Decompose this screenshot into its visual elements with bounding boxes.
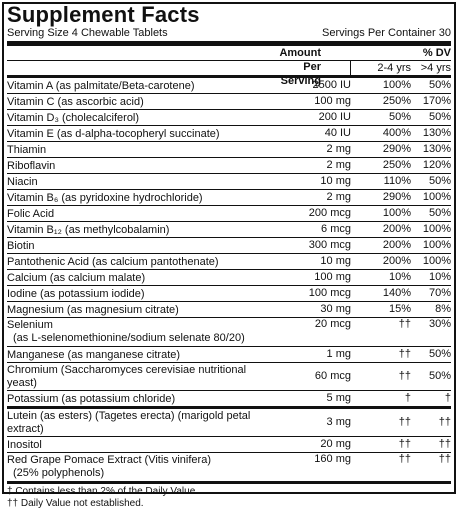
dv-2-4-yrs: 290% [382, 143, 411, 155]
dv-2-4-yrs: 200% [382, 223, 411, 235]
nutrient-amount: 10 mg [320, 255, 351, 267]
dv-over-4-yrs: †† [438, 438, 451, 450]
panel-title: Supplement Facts [7, 2, 200, 27]
table-row [7, 206, 451, 222]
nutrient-name-line: Potassium (as potassium chloride) [7, 392, 176, 405]
nutrient-name [7, 79, 271, 93]
nutrient-amount: 3 mg [326, 416, 351, 428]
serving-size: Serving Size 4 Chewable Tablets [7, 27, 168, 39]
dv-over-4-yrs: 8% [435, 303, 451, 315]
nutrient-name-line: Pantothenic Acid (as calcium pantothenate) [7, 255, 219, 268]
nutrient-amount: 200 mcg [308, 207, 351, 219]
table-row [7, 437, 451, 453]
dv-2-4-yrs: 100% [382, 207, 411, 219]
nutrient-name [7, 143, 271, 157]
footnotes [7, 486, 451, 510]
nutrient-name [7, 287, 271, 301]
nutrient-amount: 2500 IU [312, 79, 351, 91]
dv-2-4-yrs: †† [398, 453, 411, 465]
dv-over-4-yrs: 70% [428, 287, 451, 299]
nutrient-name [7, 159, 271, 173]
nutrient-name [7, 318, 271, 345]
dv-over-4-yrs: 50% [428, 370, 451, 382]
nutrient-name-line: Vitamin A (as palmitate/Beta-carotene) [7, 79, 195, 92]
table-row [7, 190, 451, 206]
nutrient-amount: 20 mg [320, 438, 351, 450]
nutrient-name [7, 239, 271, 253]
nutrient-name [7, 191, 271, 205]
dv-over-4-yrs: 50% [428, 348, 451, 360]
dv-over-4-yrs: 30% [428, 318, 451, 330]
nutrient-name-line: Inositol [7, 438, 42, 451]
nutrient-amount: 100 mg [314, 271, 351, 283]
dv-2-4-yrs: † [404, 392, 411, 404]
nutrient-name-line: Lutein (as esters) (Tagetes erecta) (marigold petal extract) [7, 410, 251, 435]
nutrient-amount: 100 mcg [308, 287, 351, 299]
dv-over-4-yrs: 100% [422, 255, 451, 267]
age-col-2: >4 yrs [420, 62, 451, 74]
dv-over-4-yrs: 50% [428, 175, 451, 187]
nutrient-name [7, 438, 271, 452]
dv-header: % DV [422, 47, 451, 59]
table-row [7, 347, 451, 363]
dv-2-4-yrs: 200% [382, 239, 411, 251]
dv-2-4-yrs: 15% [388, 303, 411, 315]
dv-2-4-yrs: †† [398, 318, 411, 330]
dv-over-4-yrs: 130% [422, 127, 451, 139]
nutrient-amount: 1 mg [326, 348, 351, 360]
table-row [7, 78, 451, 94]
dv-2-4-yrs: 250% [382, 95, 411, 107]
dv-2-4-yrs: 50% [388, 111, 411, 123]
dv-over-4-yrs: 130% [422, 143, 451, 155]
nutrient-amount: 100 mg [314, 95, 351, 107]
table-row [7, 94, 451, 110]
nutrient-name [7, 207, 271, 221]
table-row [7, 453, 451, 484]
table-row [7, 158, 451, 174]
dv-over-4-yrs: † [444, 392, 451, 404]
age-col-1: 2-4 yrs [350, 61, 411, 75]
table-row [7, 363, 451, 391]
dv-over-4-yrs: 50% [428, 79, 451, 91]
dv-2-4-yrs: 250% [382, 159, 411, 171]
nutrient-name-line: Vitamin B₆ (as pyridoxine hydrochloride) [7, 191, 203, 204]
nutrient-amount: 40 IU [324, 127, 351, 139]
dv-over-4-yrs: 170% [422, 95, 451, 107]
nutrient-name [7, 175, 271, 189]
dv-over-4-yrs: 10% [428, 271, 451, 283]
nutrient-amount: 30 mg [320, 303, 351, 315]
table-row [7, 254, 451, 270]
table-row [7, 391, 451, 409]
nutrient-name-line: Thiamin [7, 143, 47, 156]
nutrient-amount: 200 IU [318, 111, 351, 123]
nutrient-name [7, 111, 271, 125]
nutrient-amount: 5 mg [326, 392, 351, 404]
dv-2-4-yrs: 100% [382, 79, 411, 91]
nutrient-amount: 300 mcg [308, 239, 351, 251]
table-row [7, 270, 451, 286]
nutrient-amount: 2 mg [326, 143, 351, 155]
nutrient-name [7, 453, 271, 480]
dv-2-4-yrs: 200% [382, 255, 411, 267]
table-row [7, 110, 451, 126]
dv-2-4-yrs: †† [398, 438, 411, 450]
nutrient-name [7, 363, 271, 390]
table-row [7, 222, 451, 238]
nutrient-table [7, 75, 451, 484]
nutrient-name-line: Magnesium (as magnesium citrate) [7, 303, 179, 316]
table-row [7, 238, 451, 254]
nutrient-name-line: Red Grape Pomace Extract (Vitis vinifera) [7, 454, 211, 466]
table-row [7, 142, 451, 158]
nutrient-name-line: Vitamin E (as d-alpha-tocopheryl succinate) [7, 127, 220, 140]
nutrient-amount: 10 mg [320, 175, 351, 187]
dv-2-4-yrs: †† [398, 348, 411, 360]
nutrient-name [7, 392, 271, 406]
dv-over-4-yrs: 100% [422, 239, 451, 251]
serving-info [7, 27, 451, 39]
nutrient-name-line-2: (as L-selenomethionine/sodium selenate 80/20) [13, 332, 245, 344]
table-row [7, 286, 451, 302]
nutrient-name-line-2: (25% polyphenols) [13, 467, 105, 479]
nutrient-name [7, 409, 271, 436]
dv-over-4-yrs: 50% [428, 207, 451, 219]
nutrient-name-line: Calcium (as calcium malate) [7, 271, 146, 284]
nutrient-amount: 2 mg [326, 191, 351, 203]
nutrient-name [7, 223, 271, 237]
nutrient-name-line: Chromium (Saccharomyces cerevisiae nutritional yeast) [7, 364, 247, 389]
nutrient-name-line: Iodine (as potassium iodide) [7, 287, 145, 300]
nutrient-name [7, 348, 271, 362]
table-row [7, 302, 451, 318]
nutrient-name-line: Biotin [7, 239, 35, 252]
nutrient-name-line: Manganese (as manganese citrate) [7, 348, 181, 361]
dv-2-4-yrs: †† [398, 416, 411, 428]
nutrient-name-line: Selenium [7, 319, 53, 331]
footnote-1: † Contains less than 2% of the Daily Value. [7, 486, 199, 497]
dv-over-4-yrs: 120% [422, 159, 451, 171]
nutrient-amount: 20 mcg [314, 318, 351, 330]
nutrient-name-line: Vitamin B₁₂ (as methylcobalamin) [7, 223, 170, 236]
table-row [7, 126, 451, 142]
dv-2-4-yrs: 140% [382, 287, 411, 299]
nutrient-amount: 60 mcg [314, 370, 351, 382]
nutrient-name-line: Vitamin C (as ascorbic acid) [7, 95, 144, 108]
nutrient-name [7, 255, 271, 269]
amount-header: Amount Per Serving [279, 47, 321, 87]
supplement-facts-panel [2, 2, 456, 509]
dv-over-4-yrs: 50% [428, 111, 451, 123]
nutrient-name-line: Vitamin D₃ (cholecalciferol) [7, 111, 140, 124]
nutrient-amount: 160 mg [314, 453, 351, 465]
nutrient-amount: 2 mg [326, 159, 351, 171]
servings-per-container: Servings Per Container 30 [321, 27, 451, 39]
dv-2-4-yrs: †† [398, 370, 411, 382]
dv-2-4-yrs: 110% [383, 175, 411, 187]
age-header [7, 60, 451, 75]
table-row [7, 318, 451, 347]
dv-over-4-yrs: †† [438, 416, 451, 428]
nutrient-name [7, 127, 271, 141]
nutrient-name-line: Folic Acid [7, 207, 55, 220]
table-row [7, 174, 451, 190]
nutrient-name-line: Niacin [7, 175, 38, 188]
footnote-2: †† Daily Value not established. [7, 498, 144, 509]
dv-2-4-yrs: 10% [388, 271, 411, 283]
nutrient-name [7, 303, 271, 317]
nutrient-name [7, 271, 271, 285]
nutrient-name [7, 95, 271, 109]
dv-2-4-yrs: 400% [382, 127, 411, 139]
dv-over-4-yrs: 100% [422, 223, 451, 235]
dv-over-4-yrs: †† [438, 453, 451, 465]
dv-over-4-yrs: 100% [422, 191, 451, 203]
table-row [7, 409, 451, 437]
dv-2-4-yrs: 290% [382, 191, 411, 203]
nutrient-name-line: Riboflavin [7, 159, 56, 172]
nutrient-amount: 6 mcg [321, 223, 351, 235]
